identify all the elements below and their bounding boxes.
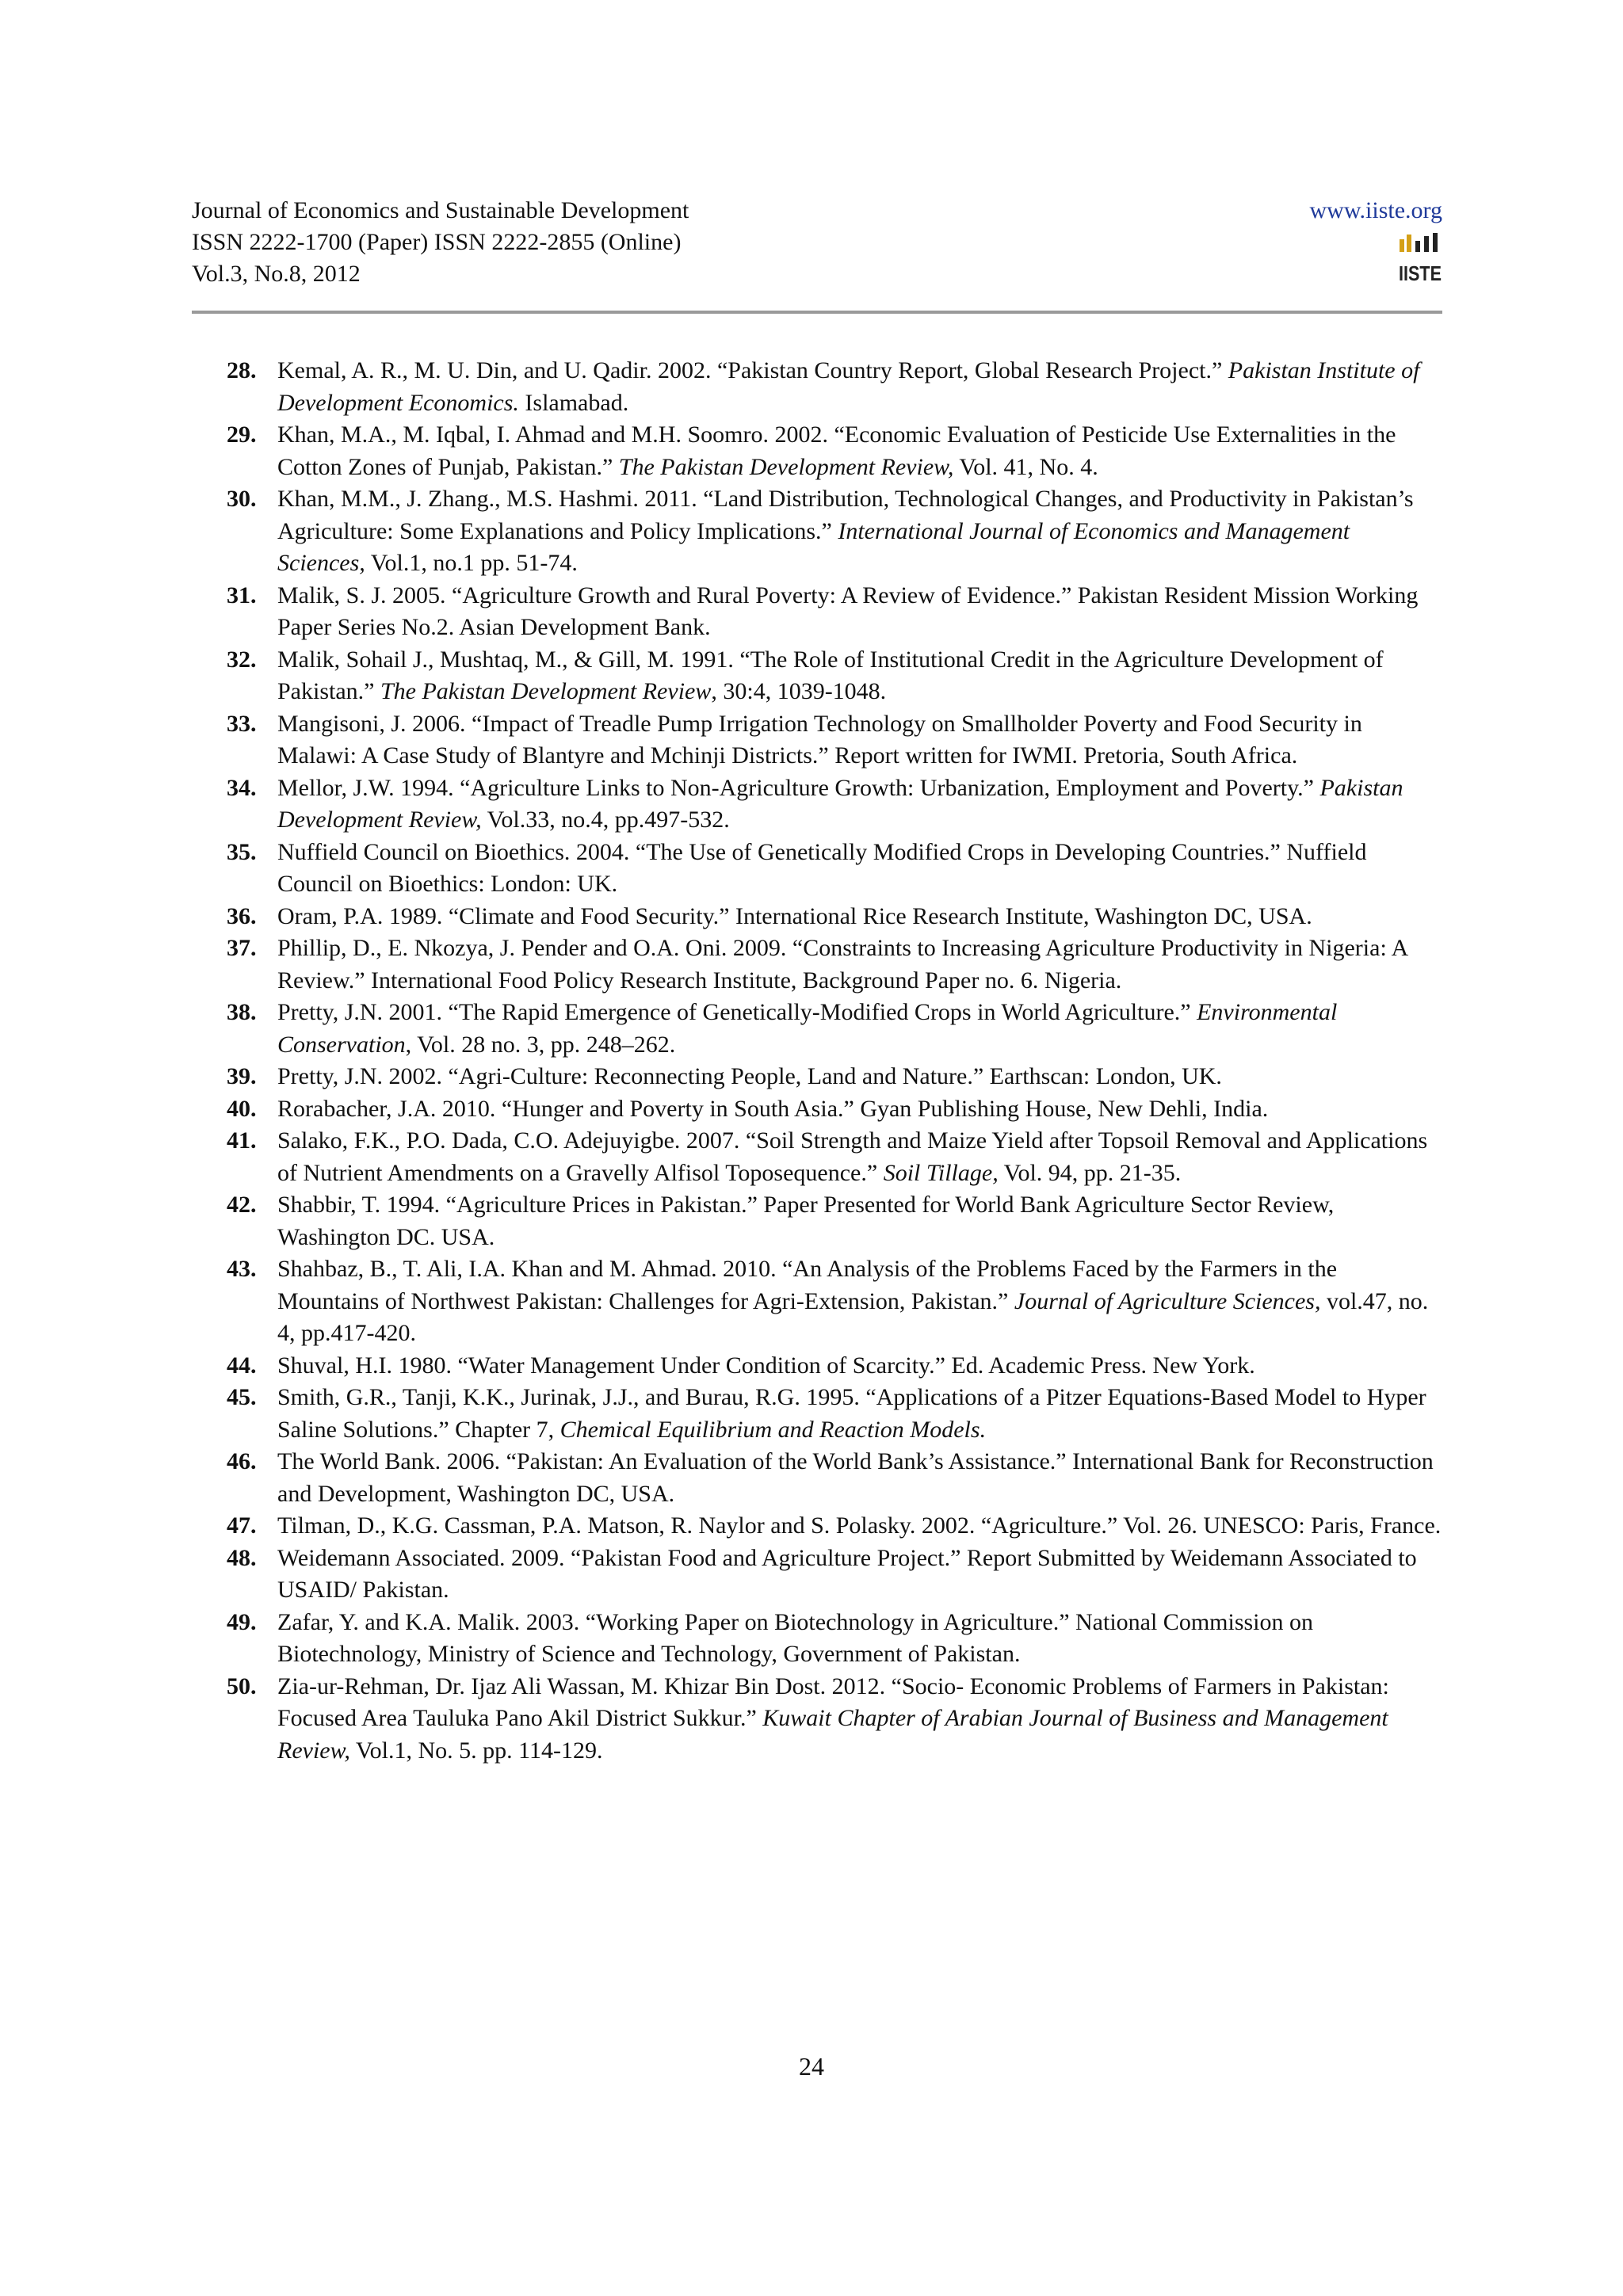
reference-text xyxy=(277,1350,1442,1383)
journal-issn: ISSN 2222-1700 (Paper) ISSN 2222-2855 (Online) xyxy=(192,229,682,255)
reference-segment: Mellor, J.W. 1994. “Agriculture Links to Non-Agriculture Growth: Urbanization, Employment and Poverty.” xyxy=(277,774,1320,801)
reference-segment: Kemal, A. R., M. U. Din, and U. Qadir. 2002. “Pakistan Country Report, Global Research Project.” xyxy=(277,357,1228,383)
reference-source-title: Soil Tillage, xyxy=(883,1159,999,1186)
reference-number: 29. xyxy=(227,421,257,448)
reference-segment: Tilman, D., K.G. Cassman, P.A. Matson, R. Naylor and S. Polasky. 2002. “Agriculture.” Vol. 26. UNESCO: Paris, France. xyxy=(277,1512,1442,1539)
reference-item xyxy=(227,1382,1442,1446)
reference-item xyxy=(227,933,1442,997)
reference-segment: The World Bank. 2006. “Pakistan: An Evaluation of the World Bank’s Assistance.” International Bank for Reconstruction and Development, Washington DC, USA. xyxy=(277,1448,1434,1507)
reference-number: 35. xyxy=(227,838,257,865)
reference-text xyxy=(277,1543,1442,1607)
reference-item xyxy=(227,1061,1442,1093)
reference-segment: Mangisoni, J. 2006. “Impact of Treadle Pump Irrigation Technology on Smallholder Poverty and Food Security in Malawi: A Case Study of Blantyre and Mchinji Districts.” Report written for IWMI. Pretoria, South Africa. xyxy=(277,710,1362,769)
reference-source-title: International Journal of Economics and Management Sciences, xyxy=(277,517,1350,576)
reference-segment: Malik, S. J. 2005. “Agriculture Growth and Rural Poverty: A Review of Evidence.” Pakistan Resident Mission Working Paper Series No.2. Asian Development Bank. xyxy=(277,582,1419,640)
reference-list xyxy=(227,355,1442,1767)
page-header xyxy=(192,195,1442,314)
reference-segment: Shuval, H.I. 1980. “Water Management Under Condition of Scarcity.” Ed. Academic Press. New York. xyxy=(277,1352,1255,1379)
reference-item xyxy=(227,355,1442,419)
reference-source-title: Pakistan Institute of Development Economics. xyxy=(277,357,1420,416)
reference-item xyxy=(227,580,1442,644)
reference-text xyxy=(277,1253,1442,1350)
reference-segment: Pretty, J.N. 2001. “The Rapid Emergence of Genetically-Modified Crops in World Agriculture.” xyxy=(277,999,1197,1025)
reference-segment: Zafar, Y. and K.A. Malik. 2003. “Working Paper on Biotechnology in Agriculture.” National Commission on Biotechnology, Ministry of Science and Technology, Government of Pakistan. xyxy=(277,1608,1314,1667)
reference-text xyxy=(277,1189,1442,1253)
reference-number: 33. xyxy=(227,710,257,737)
reference-segment: Shabbir, T. 1994. “Agriculture Prices in Pakistan.” Paper Presented for World Bank Agriculture Sector Review, Washington DC. USA. xyxy=(277,1192,1335,1250)
reference-number: 50. xyxy=(227,1672,257,1699)
reference-text xyxy=(277,1510,1442,1543)
reference-segment: Oram, P.A. 1989. “Climate and Food Security.” International Rice Research Institute, Washington DC, USA. xyxy=(277,902,1312,929)
reference-segment: Zia-ur-Rehman, Dr. Ijaz Ali Wassan, M. Khizar Bin Dost. 2012. “Socio- Economic Problems of Farmers in Pakistan: Focused Area Tauluka Pano Akil District Sukkur.” xyxy=(277,1672,1389,1731)
reference-segment: , Vol. 28 no. 3, pp. 248–262. xyxy=(405,1031,676,1058)
reference-segment: Rorabacher, J.A. 2010. “Hunger and Poverty in South Asia.” Gyan Publishing House, New Dehli, India. xyxy=(277,1095,1269,1122)
reference-text xyxy=(277,1061,1442,1093)
reference-text xyxy=(277,483,1442,580)
reference-text xyxy=(277,580,1442,644)
reference-text xyxy=(277,772,1442,837)
reference-segment: Vol. 94, pp. 21-35. xyxy=(998,1159,1182,1186)
reference-number: 37. xyxy=(227,935,257,961)
reference-number: 40. xyxy=(227,1095,257,1122)
reference-segment: Khan, M.M., J. Zhang., M.S. Hashmi. 2011. “Land Distribution, Technological Changes, and Productivity in Pakistan’s Agriculture: Some Explanations and Policy Implications.” xyxy=(277,486,1414,544)
reference-text xyxy=(277,901,1442,933)
reference-number: 34. xyxy=(227,774,257,801)
reference-text xyxy=(277,837,1442,901)
reference-text xyxy=(277,1093,1442,1126)
reference-source-title: Journal of Agriculture Sciences, xyxy=(1014,1287,1321,1314)
reference-segment: , 30:4, 1039-1048. xyxy=(711,678,887,704)
reference-segment: Vol.33, no.4, pp.497-532. xyxy=(481,807,730,833)
reference-number: 39. xyxy=(227,1063,257,1089)
reference-text xyxy=(277,419,1442,483)
reference-item xyxy=(227,1510,1442,1543)
reference-text xyxy=(277,933,1442,997)
reference-segment: Shahbaz, B., T. Ali, I.A. Khan and M. Ahmad. 2010. “An Analysis of the Problems Faced by the Farmers in the Mountains of Northwest Pakistan: Challenges for Agri-Extension, Pakistan.” xyxy=(277,1256,1338,1314)
reference-source-title: Pakistan Development Review, xyxy=(277,774,1403,833)
reference-source-title: The Pakistan Development Review, xyxy=(618,453,954,480)
reference-segment: vol.47, no. 4, pp.417-420. xyxy=(277,1287,1429,1346)
reference-item xyxy=(227,483,1442,580)
reference-text xyxy=(277,1446,1442,1510)
reference-item xyxy=(227,1671,1442,1768)
journal-info xyxy=(192,195,689,290)
reference-segment: Islamabad. xyxy=(518,389,629,416)
reference-item xyxy=(227,708,1442,772)
reference-segment: Vol.1, no.1 pp. 51-74. xyxy=(365,550,578,576)
reference-text xyxy=(277,644,1442,708)
reference-item xyxy=(227,1446,1442,1510)
reference-segment: Smith, G.R., Tanji, K.K., Jurinak, J.J., and Burau, R.G. 1995. “Applications of a Pitzer Equations-Based Model to Hyper Saline Solutions.” Chapter 7, xyxy=(277,1384,1426,1443)
iiste-logo-icon xyxy=(1398,231,1442,284)
reference-segment: Phillip, D., E. Nkozya, J. Pender and O.A. Oni. 2009. “Constraints to Increasing Agriculture Productivity in Nigeria: A Review.” International Food Policy Research Institute, Background Paper no. 6. Nigeria. xyxy=(277,935,1407,994)
reference-segment: Pretty, J.N. 2002. “Agri-Culture: Reconnecting People, Land and Nature.” Earthscan: London, UK. xyxy=(277,1063,1222,1089)
reference-number: 45. xyxy=(227,1384,257,1410)
journal-url-link[interactable]: www.iiste.org xyxy=(1309,197,1442,223)
reference-source-title: Environmental Conservation xyxy=(277,999,1338,1058)
reference-segment: Vol.1, No. 5. pp. 114-129. xyxy=(349,1737,603,1764)
reference-number: 30. xyxy=(227,486,257,512)
reference-number: 49. xyxy=(227,1608,257,1635)
reference-number: 28. xyxy=(227,357,257,383)
reference-item xyxy=(227,1607,1442,1671)
reference-number: 32. xyxy=(227,646,257,673)
reference-text xyxy=(277,708,1442,772)
reference-number: 47. xyxy=(227,1512,257,1539)
reference-text xyxy=(277,1607,1442,1671)
reference-number: 42. xyxy=(227,1192,257,1218)
reference-number: 31. xyxy=(227,582,257,608)
reference-item xyxy=(227,1189,1442,1253)
reference-segment: Malik, Sohail J., Mushtaq, M., & Gill, M. 1991. “The Role of Institutional Credit in the Agriculture Development of Pakistan.” xyxy=(277,646,1384,704)
reference-text xyxy=(277,1382,1442,1446)
reference-item xyxy=(227,644,1442,708)
reference-segment: Salako, F.K., P.O. Dada, C.O. Adejuyigbe. 2007. “Soil Strength and Maize Yield after Topsoil Removal and Applications of Nutrient Amendments on a Gravelly Alfisol Toposequence.” xyxy=(277,1127,1428,1186)
reference-number: 44. xyxy=(227,1352,257,1379)
reference-segment: Vol. 41, No. 4. xyxy=(953,453,1098,480)
reference-item xyxy=(227,997,1442,1061)
journal-title: Journal of Economics and Sustainable Development xyxy=(192,197,689,223)
reference-item xyxy=(227,1253,1442,1350)
svg-text:IISTE: IISTE xyxy=(1399,261,1442,285)
reference-text xyxy=(277,1125,1442,1189)
reference-item xyxy=(227,1093,1442,1126)
reference-item xyxy=(227,1350,1442,1383)
reference-text xyxy=(277,1671,1442,1768)
header-divider xyxy=(192,311,1442,314)
reference-segment: Weidemann Associated. 2009. “Pakistan Food and Agriculture Project.” Report Submitted by Weidemann Associated to USAID/ Pakistan. xyxy=(277,1544,1417,1603)
reference-segment: Nuffield Council on Bioethics. 2004. “The Use of Genetically Modified Crops in Developing Countries.” Nuffield Council on Bioethics: London: UK. xyxy=(277,838,1367,897)
reference-number: 36. xyxy=(227,902,257,929)
reference-item xyxy=(227,772,1442,837)
reference-source-title: Chemical Equilibrium and Reaction Models. xyxy=(559,1416,987,1443)
reference-number: 41. xyxy=(227,1127,257,1154)
reference-item xyxy=(227,1543,1442,1607)
reference-item xyxy=(227,1125,1442,1189)
reference-number: 43. xyxy=(227,1256,257,1282)
journal-volume: Vol.3, No.8, 2012 xyxy=(192,261,361,287)
reference-item xyxy=(227,419,1442,483)
reference-text xyxy=(277,355,1442,419)
reference-source-title: Kuwait Chapter of Arabian Journal of Business and Management Review, xyxy=(277,1705,1388,1764)
reference-item xyxy=(227,837,1442,901)
page-number: 24 xyxy=(799,2052,824,2081)
reference-number: 48. xyxy=(227,1544,257,1571)
reference-item xyxy=(227,901,1442,933)
reference-source-title: The Pakistan Development Review xyxy=(380,678,712,704)
reference-segment: Khan, M.A., M. Iqbal, I. Ahmad and M.H. Soomro. 2002. “Economic Evaluation of Pesticide Use Externalities in the Cotton Zones of Punjab, Pakistan.” xyxy=(277,421,1396,480)
reference-text xyxy=(277,997,1442,1061)
reference-number: 38. xyxy=(227,999,257,1025)
reference-number: 46. xyxy=(227,1448,257,1474)
